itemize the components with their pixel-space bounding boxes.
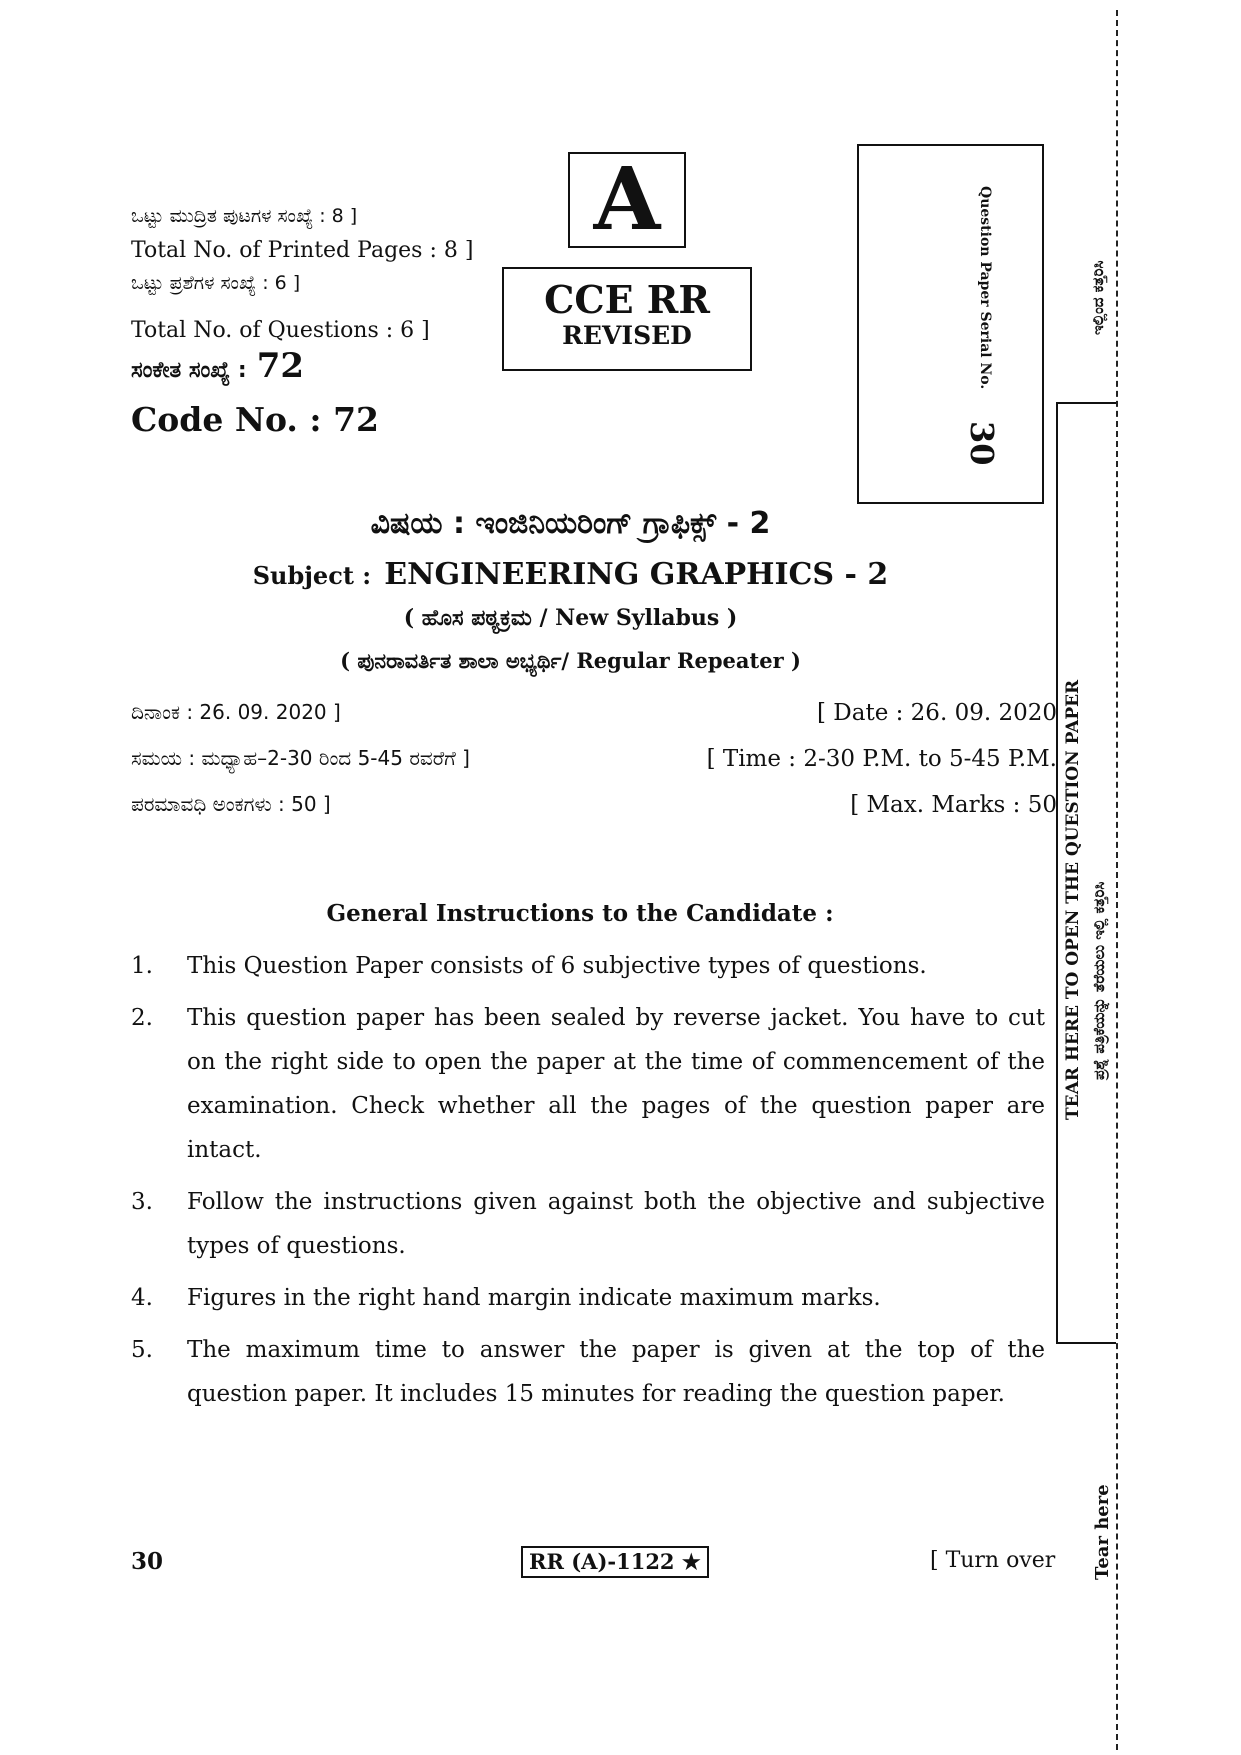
tear-here-bottom: Tear here xyxy=(1092,1484,1113,1580)
cce-title: CCE RR xyxy=(544,277,710,322)
cce-box xyxy=(502,267,752,371)
kn-total-pages: ಒಟ್ಟು ಮುದ್ರಿತ ಪುಟಗಳ ಸಂಖ್ಯೆ : 8 ] xyxy=(131,205,358,227)
candidate-type: ( ಪುನರಾವರ್ತಿತ ಶಾಲಾ ಅಭ್ಯರ್ಥಿ/ Regular Repeater ) xyxy=(340,648,801,673)
paper-code: RR (A)-1122 ★ xyxy=(521,1546,709,1578)
turn-over: [ Turn over xyxy=(930,1548,1056,1573)
code-number: Code No. : 72 xyxy=(131,400,379,439)
subject-kn: ವಿಷಯ : ಇಂಜಿನಿಯರಿಂಗ್ ಗ್ರಾಫಿಕ್ಸ್ - 2 xyxy=(370,506,771,541)
marks-kn: ಪರಮಾವಧಿ ಅಂಕಗಳು : 50 ] xyxy=(131,792,331,816)
item-text: Follow the instructions given against both the objective and subjective types of questions. xyxy=(187,1189,1045,1259)
cce-revised: REVISED xyxy=(562,321,692,350)
item-text: This question paper has been sealed by reverse jacket. You have to cut on the right side to open the paper at the time of commencement of the examination. Check whether all the pages of the question paper are intact. xyxy=(187,1005,1045,1163)
tear-here-kn: ಪ್ರಶ್ನೆ ಪತ್ರಿಕೆಯನ್ನು ತೆರೆಯಲು ಇಲ್ಲಿ ಕತ್ತರಿಸಿ xyxy=(1090,881,1108,1080)
serial-label: Question Paper Serial No. xyxy=(977,186,993,390)
time-en: [ Time : 2-30 P.M. to 5-45 P.M. xyxy=(706,746,1057,772)
tear-line xyxy=(1116,10,1118,1750)
kn-total-questions: ಒಟ್ಟು ಪ್ರಶೆಗಳ ಸಂಖ್ಯೆ : 6 ] xyxy=(131,272,301,294)
version-letter: A xyxy=(593,149,661,250)
item-text: The maximum time to answer the paper is given at the top of the question paper. It includes 15 minutes for reading the question paper. xyxy=(187,1337,1045,1407)
subject-value: ENGINEERING GRAPHICS - 2 xyxy=(384,557,889,592)
list-item xyxy=(131,1328,1045,1416)
page-number: 30 xyxy=(131,1548,164,1575)
syllabus: ( ಹೊಸ ಪಠ್ಯಕ್ರಮ / New Syllabus ) xyxy=(403,605,738,631)
item-number: 1. xyxy=(131,953,153,979)
subject-label: Subject : xyxy=(252,561,372,590)
item-number: 3. xyxy=(131,1189,153,1215)
subject-en xyxy=(0,557,1141,592)
total-pages: Total No. of Printed Pages : 8 ] xyxy=(131,238,474,263)
time-kn: ಸಮಯ : ಮಧ್ಯಾಹ–2-30 ರಿಂದ 5-45 ರವರೆಗೆ ] xyxy=(131,746,470,770)
total-questions: Total No. of Questions : 6 ] xyxy=(131,318,430,343)
kn-code xyxy=(131,346,304,386)
marks-en: [ Max. Marks : 50 xyxy=(850,792,1057,818)
serial-box xyxy=(857,144,1044,504)
kn-code-label: ಸಂಕೇತ ಸಂಖ್ಯೆ : xyxy=(131,358,247,383)
item-number: 5. xyxy=(131,1337,153,1363)
marks-row xyxy=(131,792,1057,818)
item-text: This Question Paper consists of 6 subjective types of questions. xyxy=(187,953,927,979)
date-en: [ Date : 26. 09. 2020 xyxy=(817,700,1057,726)
list-item xyxy=(131,944,1045,988)
item-text: Figures in the right hand margin indicate maximum marks. xyxy=(187,1285,881,1311)
date-kn: ದಿನಾಂಕ : 26. 09. 2020 ] xyxy=(131,700,341,724)
instructions-title: General Instructions to the Candidate : xyxy=(326,900,834,927)
list-item xyxy=(131,1276,1045,1320)
tear-here-en: TEAR HERE TO OPEN THE QUESTION PAPER xyxy=(1063,679,1083,1120)
date-row xyxy=(131,700,1057,726)
version-box xyxy=(568,149,686,250)
time-row xyxy=(131,746,1057,772)
item-number: 2. xyxy=(131,1005,153,1031)
list-item xyxy=(131,1180,1045,1268)
item-number: 4. xyxy=(131,1285,153,1311)
cut-here-kn: ಇಲ್ಲಿಂದ ಕತ್ತರಿಸಿ xyxy=(1089,260,1107,335)
instructions-list xyxy=(131,944,1045,1416)
kn-code-value: 72 xyxy=(256,346,305,386)
serial-value: 30 xyxy=(963,421,1001,466)
list-item xyxy=(131,996,1045,1172)
